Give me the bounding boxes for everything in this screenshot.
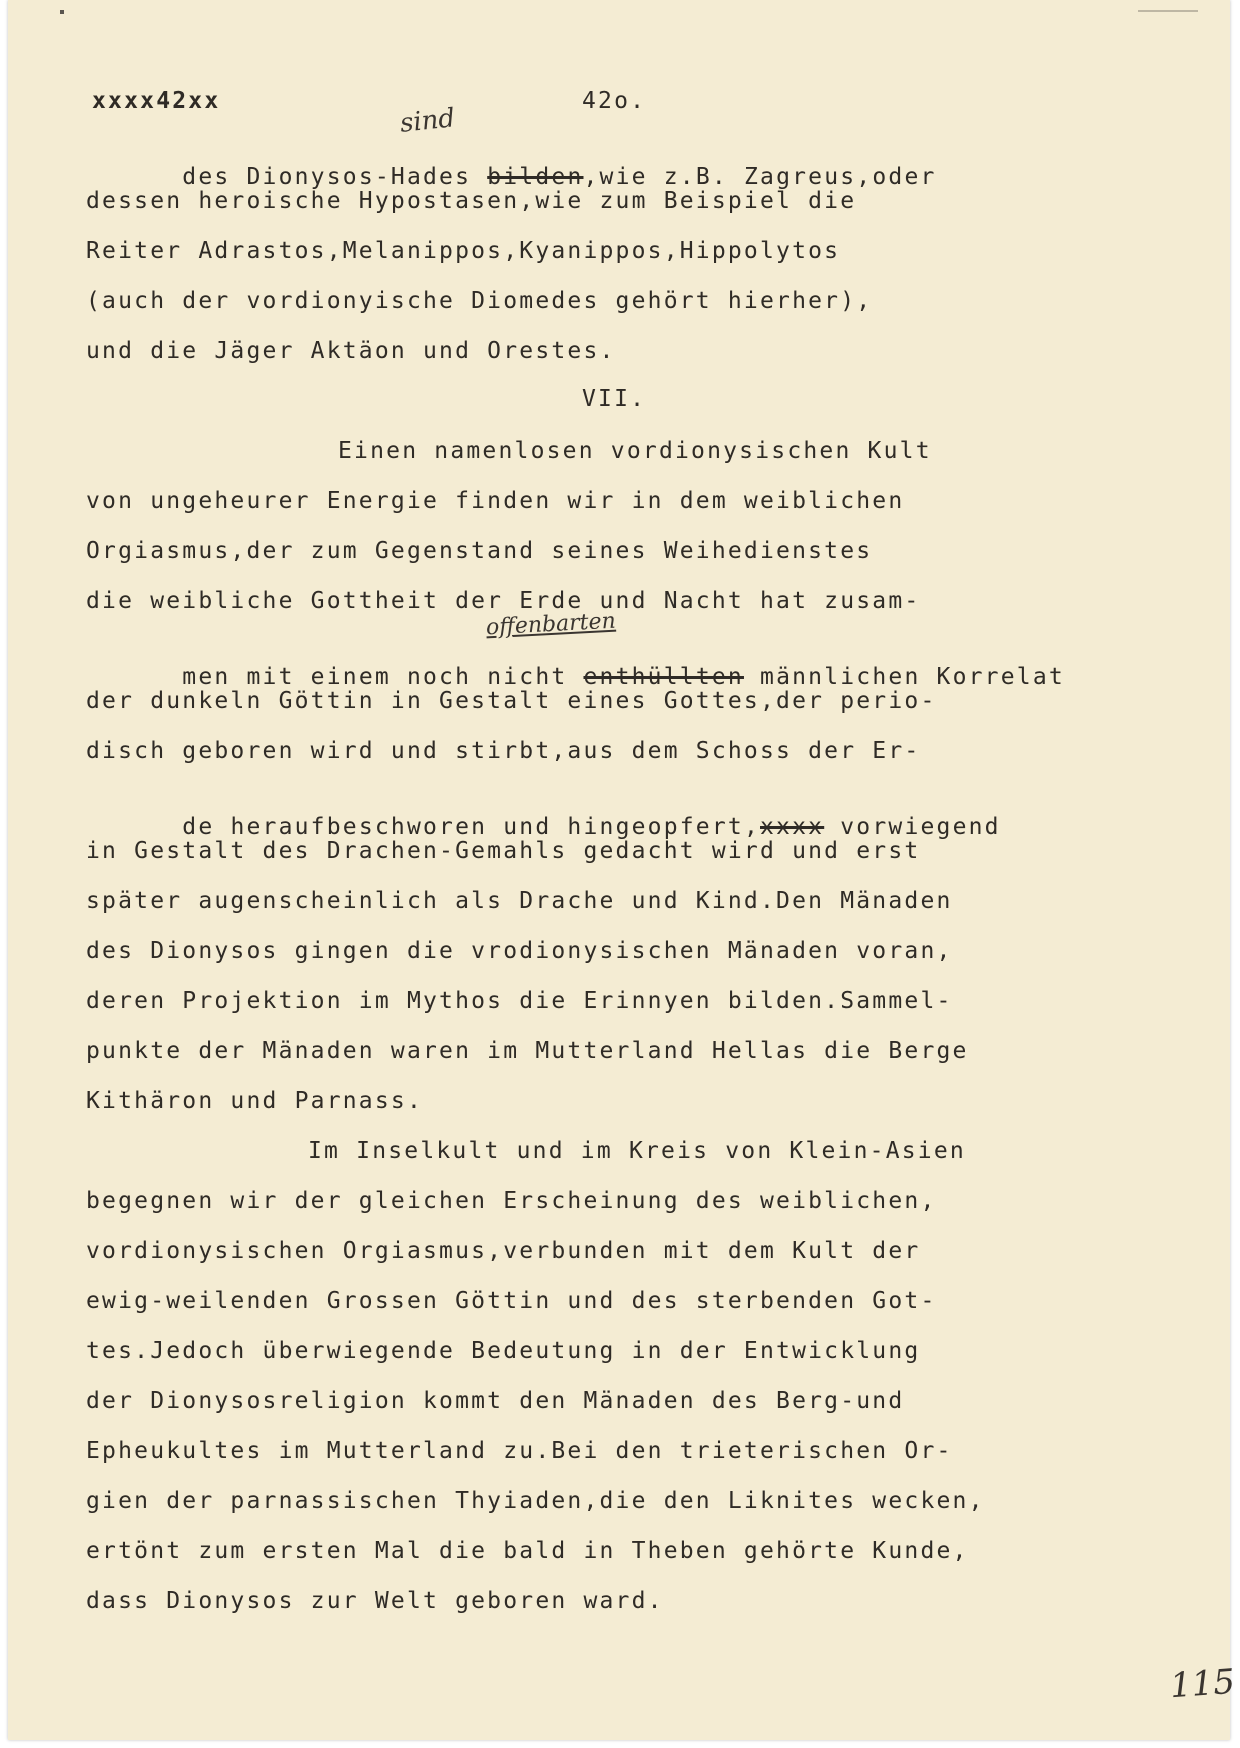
archive-page-number: 115 — [1168, 1661, 1237, 1707]
handwritten-insertion-sind: sind — [398, 103, 457, 139]
p2-line-2: von ungeheurer Energie finden wir in dem weiblichen — [86, 488, 905, 514]
p2-line-11: des Dionysos gingen die vrodionysischen Mänaden voran, — [86, 938, 953, 964]
p3-line-7: Epheukultes im Mutterland zu.Bei den trieterischen Or- — [86, 1438, 953, 1464]
header-code: xxxx42xx — [92, 88, 221, 114]
p2-line-4: die weibliche Gottheit der Erde und Nacht hat zusam- — [86, 588, 921, 614]
p3-line-9: ertönt zum ersten Mal die bald in Theben gehörte Kunde, — [86, 1538, 969, 1564]
p1-line-4: (auch der vordionyische Diomedes gehört hierher), — [86, 288, 873, 314]
punch-mark-right — [1138, 10, 1198, 12]
p2-line-14: Kithäron und Parnass. — [86, 1088, 423, 1114]
struck-word: enthüllten — [583, 664, 744, 690]
p3-line-2: begegnen wir der gleichen Erscheinung des weiblichen, — [86, 1188, 937, 1214]
typescript-page — [8, 0, 1237, 1740]
p2-line-7: disch geboren wird und stirbt,aus dem Schoss der Er- — [86, 738, 921, 764]
p1-line-3: Reiter Adrastos,Melanippos,Kyanippos,Hippolytos — [86, 238, 841, 264]
page-number: 42o. — [582, 88, 647, 114]
p3-line-6: der Dionysosreligion kommt den Mänaden des Berg-und — [86, 1388, 905, 1414]
p2-line-8: de heraufbeschworen und hingeopfert,xxxx vorwiegend — [182, 814, 1001, 840]
p3-line-4: ewig-weilenden Grossen Göttin und des sterbenden Got- — [86, 1288, 937, 1314]
p1-line-1: des Dionysos-Hades bilden,wie z.B. Zagreus,oder — [182, 164, 937, 190]
section-heading: VII. — [582, 386, 647, 412]
handwritten-insertion-offenbarten: offenbarten — [485, 608, 617, 641]
p2-line-9: in Gestalt des Drachen-Gemahls gedacht wird und erst — [86, 838, 921, 864]
p2-line-12: deren Projektion im Mythos die Erinnyen bilden.Sammel- — [86, 988, 953, 1014]
p3-line-1: Im Inselkult und im Kreis von Klein-Asien — [308, 1138, 966, 1164]
p3-line-8: gien der parnassischen Thyiaden,die den Liknites wecken, — [86, 1488, 985, 1514]
p2-line-5: men mit einem noch nicht enthüllten männlichen Korrelat — [182, 664, 1065, 690]
p3-line-10: dass Dionysos zur Welt geboren ward. — [86, 1588, 664, 1614]
struck-word: bilden — [487, 164, 584, 190]
struck-word: xxxx — [760, 814, 825, 840]
p2-line-10: später augenscheinlich als Drache und Kind.Den Mänaden — [86, 888, 953, 914]
p2-line-6: der dunkeln Göttin in Gestalt eines Gottes,der perio- — [86, 688, 937, 714]
p3-line-5: tes.Jedoch überwiegende Bedeutung in der Entwicklung — [86, 1338, 921, 1364]
p1-line-2: dessen heroische Hypostasen,wie zum Beispiel die — [86, 188, 857, 214]
p3-line-3: vordionysischen Orgiasmus,verbunden mit dem Kult der — [86, 1238, 921, 1264]
p1-line-5: und die Jäger Aktäon und Orestes. — [86, 338, 616, 364]
p2-line-3: Orgiasmus,der zum Gegenstand seines Weihedienstes — [86, 538, 873, 564]
p2-line-1: Einen namenlosen vordionysischen Kult — [338, 438, 932, 464]
p2-line-13: punkte der Mänaden waren im Mutterland Hellas die Berge — [86, 1038, 969, 1064]
